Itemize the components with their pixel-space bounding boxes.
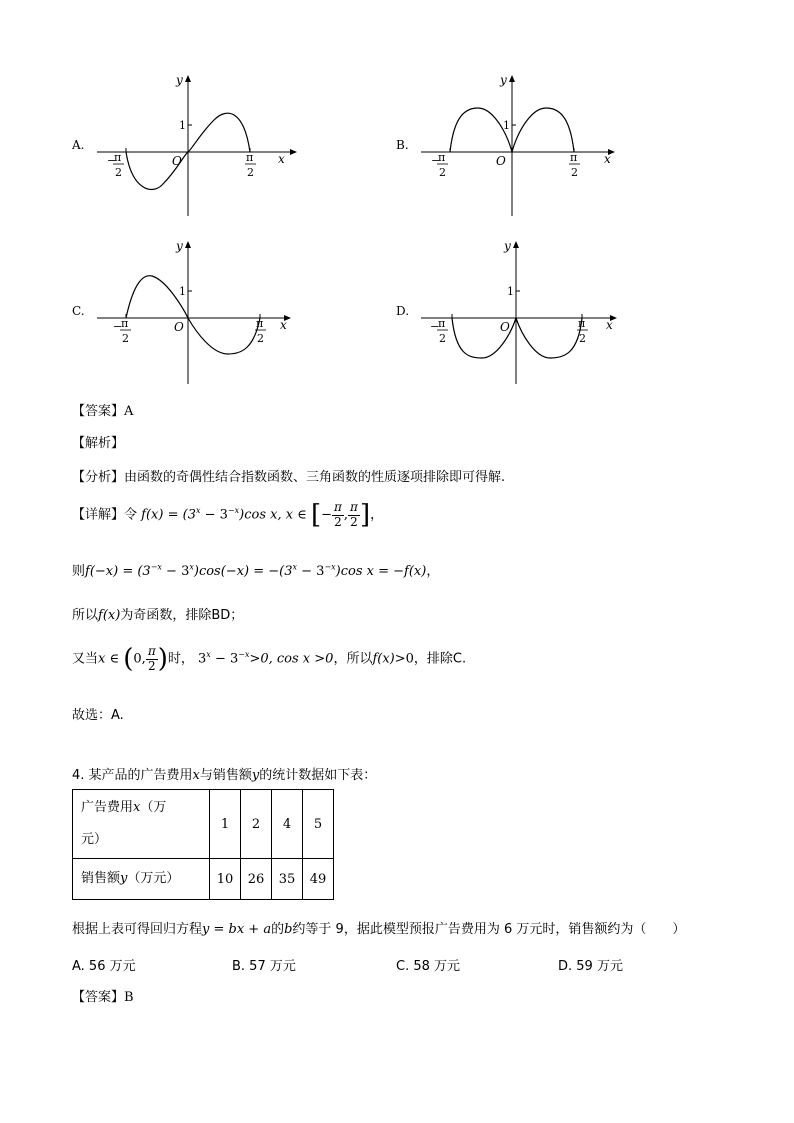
detail-line-4: 又当x ∈ (0, $\frac{\pi}{2}$ )时， $3^x - 3^{-x}>0$, cos x >0，所以f(x)>0，排除C. bbox=[72, 644, 467, 674]
graph-a bbox=[92, 70, 302, 220]
svg-text:π: π bbox=[578, 317, 586, 330]
neg-pi-num: π bbox=[114, 151, 122, 164]
svg-text:x: x bbox=[280, 318, 287, 332]
neg-pi-den: 2 bbox=[115, 166, 122, 179]
row1-label: 广告费用x（万 元） bbox=[73, 790, 210, 859]
svg-text:2: 2 bbox=[439, 332, 446, 345]
svg-text:−: − bbox=[430, 320, 440, 333]
option-b-letter: B. bbox=[396, 138, 409, 152]
option-a-letter: A. bbox=[72, 138, 85, 152]
svg-text:1: 1 bbox=[507, 285, 514, 298]
svg-text:π: π bbox=[256, 317, 264, 330]
tick-one-label: 1 bbox=[179, 119, 186, 132]
option-d-letter: D. bbox=[396, 304, 410, 318]
svg-text:π: π bbox=[438, 151, 446, 164]
conclusion: 故选：A. bbox=[72, 708, 124, 723]
svg-text:2: 2 bbox=[257, 332, 264, 345]
svg-text:O: O bbox=[496, 154, 506, 168]
option-c[interactable]: C. 58 万元 bbox=[396, 959, 461, 974]
data-table bbox=[72, 789, 334, 900]
detail-line-1: 【详解】令 $f(x) = (3^x - 3^{-x})\cos$ x, x ∈ [− $\frac{\pi}{2}$ , $\frac{\pi}{2}$ ]， bbox=[72, 500, 384, 530]
answer-1: 【答案】A bbox=[72, 404, 134, 419]
table-row: 广告费用x（万 元） 1 2 4 5 bbox=[73, 790, 334, 859]
row2-label: 销售额y（万元） bbox=[73, 859, 210, 900]
svg-text:2: 2 bbox=[579, 332, 586, 345]
svg-text:x: x bbox=[604, 152, 611, 166]
graph-b bbox=[416, 70, 626, 220]
svg-text:O: O bbox=[174, 320, 184, 334]
svg-text:π: π bbox=[570, 151, 578, 164]
x-label: x bbox=[278, 152, 285, 166]
detail-line-2: 则$f(-x) = (3^{-x} - 3^x)\cos(-x) = -(3^x - 3^{-x})\cos$ x = −f(x)， bbox=[72, 562, 440, 579]
svg-text:y: y bbox=[176, 239, 183, 253]
fenxi-line: 【分析】由函数的奇偶性结合指数函数、三角函数的性质逐项排除即可得解. bbox=[72, 470, 506, 485]
curve-d bbox=[452, 318, 582, 358]
option-b[interactable]: B. 57 万元 bbox=[232, 959, 296, 974]
svg-text:π: π bbox=[438, 317, 446, 330]
svg-text:2: 2 bbox=[439, 166, 446, 179]
answer-2: 【答案】B bbox=[72, 990, 134, 1005]
svg-text:2: 2 bbox=[571, 166, 578, 179]
q4-body: 根据上表可得回归方程y = bx + a的b约等于 9，据此模型预报广告费用为 6 万元时，销售额约为（ ） bbox=[72, 922, 686, 937]
svg-text:−: − bbox=[113, 320, 123, 333]
svg-text:2: 2 bbox=[122, 332, 129, 345]
table-row: 销售额y（万元） 10 26 35 49 bbox=[73, 859, 334, 900]
pi-num: π bbox=[246, 151, 254, 164]
svg-text:−: − bbox=[431, 154, 441, 167]
svg-text:y: y bbox=[504, 239, 511, 253]
svg-text:1: 1 bbox=[179, 285, 186, 298]
analysis-heading: 【解析】 bbox=[72, 436, 125, 451]
option-d[interactable]: D. 59 万元 bbox=[558, 959, 623, 974]
q4-intro: 4. 某产品的广告费用x与销售额y的统计数据如下表： bbox=[72, 768, 377, 783]
x-axis-arrow bbox=[290, 149, 297, 155]
graph-d bbox=[416, 236, 626, 386]
svg-text:y: y bbox=[500, 73, 507, 87]
svg-text:x: x bbox=[606, 318, 613, 332]
neg-sign: − bbox=[107, 154, 117, 167]
detail-line-3: 所以f(x)为奇函数，排除BD； bbox=[72, 608, 244, 623]
svg-text:O: O bbox=[500, 320, 510, 334]
y-label: y bbox=[176, 73, 183, 87]
svg-text:1: 1 bbox=[503, 119, 510, 132]
origin-label: O bbox=[172, 154, 182, 168]
graph-c bbox=[92, 236, 302, 386]
pi-den: 2 bbox=[247, 166, 254, 179]
curve-c bbox=[126, 276, 260, 354]
option-a[interactable]: A. 56 万元 bbox=[72, 959, 136, 974]
svg-text:π: π bbox=[121, 317, 129, 330]
y-axis-arrow bbox=[185, 75, 191, 82]
option-c-letter: C. bbox=[72, 304, 85, 318]
